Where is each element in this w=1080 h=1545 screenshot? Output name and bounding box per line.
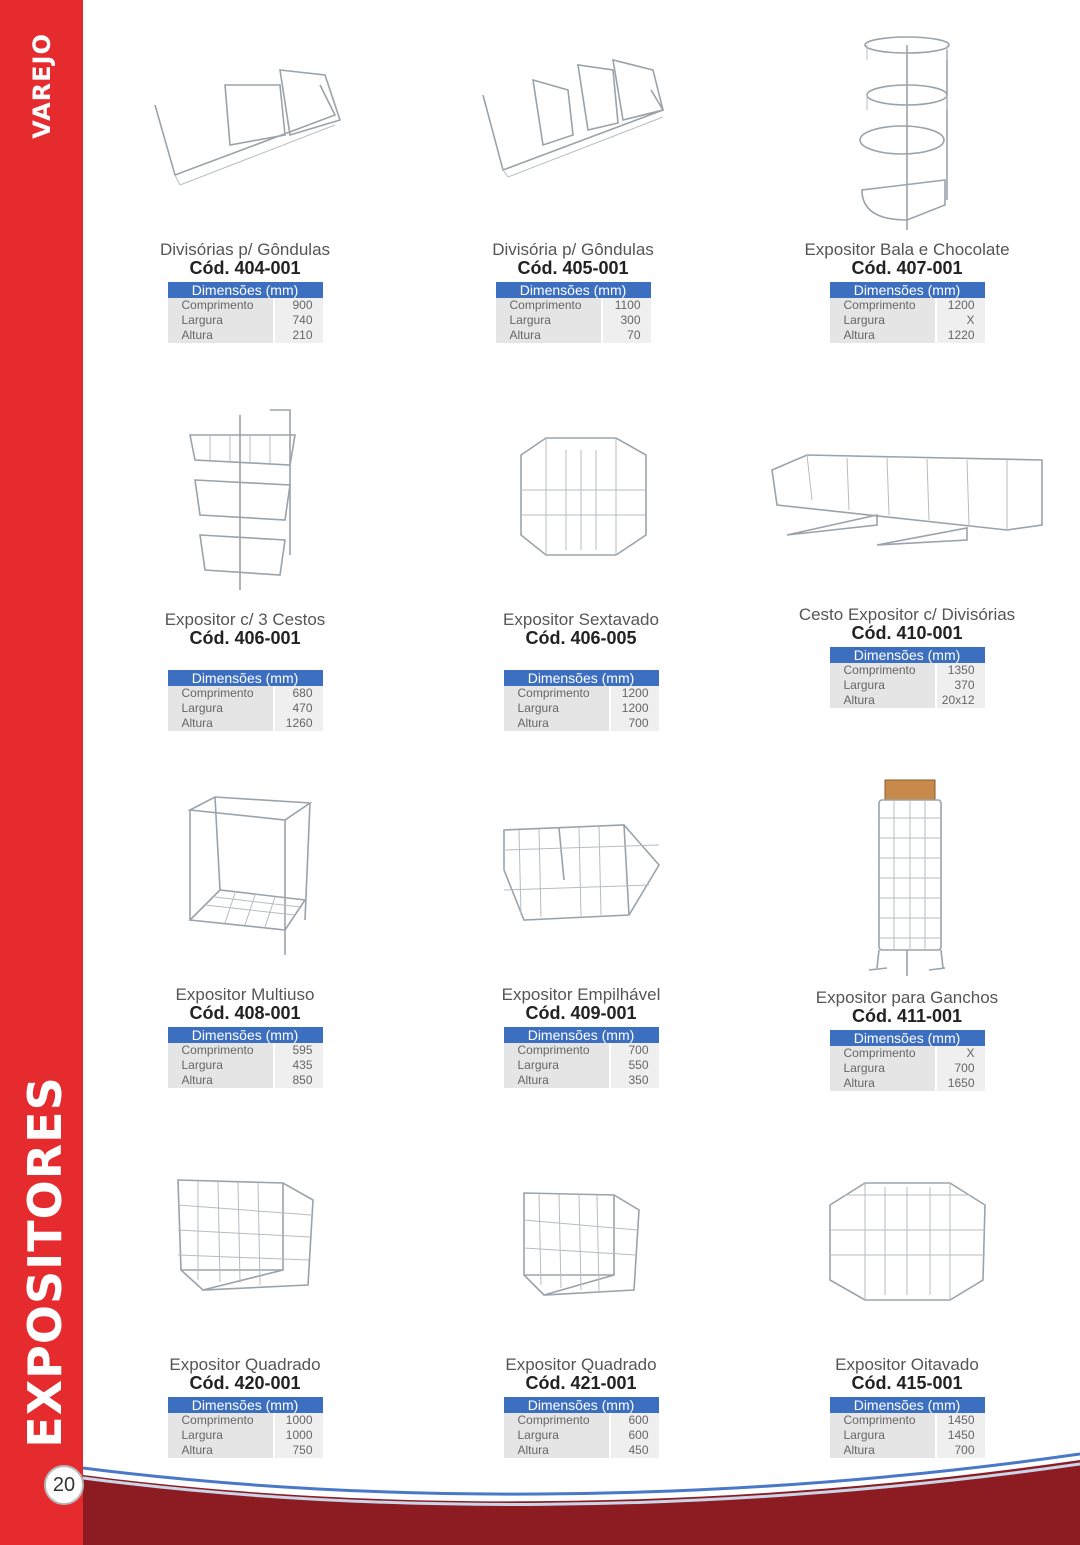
- dimension-row: [168, 328, 323, 343]
- dimension-value: 1450: [937, 1413, 985, 1428]
- dimension-label: Largura: [168, 1428, 273, 1443]
- product-name: Expositor para Ganchos: [815, 988, 999, 1007]
- dimension-label: Comprimento: [168, 686, 273, 701]
- dimension-row: [168, 1058, 323, 1073]
- dimension-row: [168, 1428, 323, 1443]
- dimension-value: 1000: [275, 1413, 323, 1428]
- product-name: Expositor Quadrado: [169, 1355, 321, 1374]
- dimensions-header: Dimensões (mm): [504, 1027, 659, 1043]
- product-image: [180, 405, 310, 595]
- dimensions-table: [504, 1027, 659, 1088]
- dimensions-header: Dimensões (mm): [830, 1030, 985, 1046]
- dimension-row: [168, 298, 323, 313]
- dimension-value: 680: [275, 686, 323, 701]
- dimensions-table: [168, 1397, 323, 1458]
- dimension-label: Altura: [168, 1073, 273, 1088]
- product-code: Cód. 406-005: [525, 628, 637, 648]
- product-code: Cód. 415-001: [851, 1373, 963, 1393]
- dimension-label: Comprimento: [830, 663, 935, 678]
- dimensions-table: [168, 670, 323, 731]
- dimension-row: [496, 313, 651, 328]
- product-name: Expositor Bala e Chocolate: [804, 240, 1010, 259]
- dimension-value: 850: [275, 1073, 323, 1088]
- dimension-value: 1200: [611, 701, 659, 716]
- product-card: [100, 405, 390, 731]
- dimension-value: X: [937, 313, 985, 328]
- dimensions-header: Dimensões (mm): [504, 1397, 659, 1413]
- product-code: Cód. 420-001: [189, 1373, 301, 1393]
- product-name: Expositor Oitavado: [835, 1355, 979, 1374]
- product-code: Cód. 406-001: [189, 628, 301, 648]
- dimensions-table: [830, 1397, 985, 1458]
- dimension-value: 1100: [603, 298, 651, 313]
- product-name: Expositor Quadrado: [505, 1355, 657, 1374]
- product-code: Cód. 410-001: [851, 623, 963, 643]
- dimension-label: Comprimento: [830, 1046, 935, 1061]
- dimension-value: 1200: [937, 298, 985, 313]
- product-name: Cesto Expositor c/ Divisórias: [798, 605, 1016, 624]
- dimension-value: 600: [611, 1428, 659, 1443]
- dimensions-table: [830, 282, 985, 343]
- dimension-value: 1450: [937, 1428, 985, 1443]
- dimension-row: [830, 1046, 985, 1061]
- dimension-label: Comprimento: [504, 686, 609, 701]
- product-code: Cód. 411-001: [851, 1006, 963, 1026]
- dimension-value: 550: [611, 1058, 659, 1073]
- dimension-value: 900: [275, 298, 323, 313]
- page-number: 20: [44, 1465, 84, 1505]
- dimension-row: [830, 693, 985, 708]
- dimension-value: 20x12: [937, 693, 985, 708]
- dimension-row: [168, 686, 323, 701]
- sidebar: [0, 0, 83, 1545]
- product-name: Expositor Sextavado: [503, 610, 659, 629]
- dimension-value: 470: [275, 701, 323, 716]
- dimension-label: Largura: [830, 1061, 935, 1076]
- dimension-label: Largura: [504, 701, 609, 716]
- dimension-value: 370: [937, 678, 985, 693]
- dimension-value: X: [937, 1046, 985, 1061]
- product-image: [173, 1175, 318, 1300]
- dimension-label: Altura: [830, 328, 935, 343]
- dimension-label: Largura: [168, 1058, 273, 1073]
- dimension-row: [496, 298, 651, 313]
- dimension-value: 1220: [937, 328, 985, 343]
- dimensions-header: Dimensões (mm): [496, 282, 651, 298]
- product-card: [100, 795, 390, 1088]
- dimension-value: 435: [275, 1058, 323, 1073]
- dimension-value: 700: [937, 1061, 985, 1076]
- dimension-row: [168, 1443, 323, 1458]
- product-card: [100, 45, 390, 343]
- dimensions-header: Dimensões (mm): [168, 670, 323, 686]
- dimension-value: 450: [611, 1443, 659, 1458]
- product-code: Cód. 405-001: [517, 258, 629, 278]
- dimension-label: Comprimento: [504, 1043, 609, 1058]
- dimension-row: [830, 663, 985, 678]
- dimension-value: 1000: [275, 1428, 323, 1443]
- dimension-value: 700: [611, 716, 659, 731]
- dimension-label: Altura: [830, 1443, 935, 1458]
- product-card: [762, 450, 1052, 708]
- dimension-row: [168, 313, 323, 328]
- dimension-label: Altura: [168, 1443, 273, 1458]
- dimension-value: 700: [937, 1443, 985, 1458]
- dimensions-table: [168, 282, 323, 343]
- product-card: [762, 1175, 1052, 1458]
- dimension-label: Largura: [168, 701, 273, 716]
- product-name: Expositor Empilhável: [501, 985, 661, 1004]
- dimension-value: 700: [611, 1043, 659, 1058]
- sidebar-top-label: VAREJO: [28, 33, 56, 139]
- product-image: [175, 795, 315, 960]
- dimension-value: 300: [603, 313, 651, 328]
- dimensions-header: Dimensões (mm): [830, 647, 985, 663]
- dimension-label: Comprimento: [830, 298, 935, 313]
- product-image: [519, 1190, 644, 1300]
- product-card: [436, 430, 726, 731]
- product-image: [767, 450, 1047, 550]
- dimension-value: 1650: [937, 1076, 985, 1091]
- dimensions-header: Dimensões (mm): [168, 1027, 323, 1043]
- dimension-row: [830, 678, 985, 693]
- product-image: [145, 45, 345, 195]
- dimension-row: [504, 1073, 659, 1088]
- dimensions-table: [504, 1397, 659, 1458]
- product-image: [847, 30, 967, 230]
- dimension-row: [504, 701, 659, 716]
- dimension-value: 350: [611, 1073, 659, 1088]
- dimension-value: 70: [603, 328, 651, 343]
- dimension-label: Altura: [830, 693, 935, 708]
- dimension-label: Altura: [496, 328, 601, 343]
- dimension-row: [830, 1428, 985, 1443]
- dimension-label: Altura: [504, 1073, 609, 1088]
- dimension-label: Altura: [168, 716, 273, 731]
- dimension-row: [504, 716, 659, 731]
- dimension-row: [830, 1076, 985, 1091]
- dimension-label: Largura: [830, 678, 935, 693]
- product-name: Divisórias p/ Gôndulas: [159, 240, 331, 259]
- dimension-row: [168, 1043, 323, 1058]
- dimension-row: [830, 328, 985, 343]
- product-code: Cód. 408-001: [189, 1003, 301, 1023]
- dimension-row: [504, 1058, 659, 1073]
- dimension-label: Largura: [496, 313, 601, 328]
- dimension-row: [504, 1413, 659, 1428]
- product-card: [436, 1190, 726, 1458]
- sidebar-bottom-label: EXPOSITORES: [18, 1076, 72, 1448]
- product-card: [100, 1175, 390, 1458]
- dimension-value: 600: [611, 1413, 659, 1428]
- dimension-value: 595: [275, 1043, 323, 1058]
- dimension-label: Comprimento: [168, 1043, 273, 1058]
- dimension-label: Largura: [830, 1428, 935, 1443]
- dimension-row: [830, 1061, 985, 1076]
- dimension-row: [504, 686, 659, 701]
- dimension-label: Comprimento: [168, 298, 273, 313]
- dimension-label: Largura: [168, 313, 273, 328]
- product-card: [762, 778, 1052, 1091]
- dimension-row: [168, 701, 323, 716]
- product-card: [762, 30, 1052, 343]
- product-code: Cód. 421-001: [525, 1373, 637, 1393]
- dimension-row: [496, 328, 651, 343]
- dimension-label: Comprimento: [496, 298, 601, 313]
- product-name: Expositor Multiuso: [175, 985, 315, 1004]
- dimensions-table: [504, 670, 659, 731]
- dimensions-table: [168, 1027, 323, 1088]
- dimension-row: [168, 716, 323, 731]
- product-image: [473, 45, 673, 195]
- dimension-value: 740: [275, 313, 323, 328]
- product-card: [428, 45, 718, 343]
- dimension-row: [830, 1443, 985, 1458]
- product-code: Cód. 407-001: [851, 258, 963, 278]
- dimension-label: Altura: [504, 716, 609, 731]
- product-name: Expositor c/ 3 Cestos: [164, 610, 326, 629]
- dimensions-header: Dimensões (mm): [168, 282, 323, 298]
- product-code: Cód. 409-001: [525, 1003, 637, 1023]
- dimensions-table: [830, 1030, 985, 1091]
- dimension-value: 750: [275, 1443, 323, 1458]
- dimension-row: [830, 1413, 985, 1428]
- dimension-row: [168, 1073, 323, 1088]
- product-image: [499, 820, 664, 925]
- dimension-label: Altura: [504, 1443, 609, 1458]
- dimensions-header: Dimensões (mm): [830, 282, 985, 298]
- dimension-row: [504, 1043, 659, 1058]
- dimension-label: Comprimento: [168, 1413, 273, 1428]
- dimension-value: 210: [275, 328, 323, 343]
- dimension-row: [504, 1443, 659, 1458]
- dimension-row: [830, 313, 985, 328]
- dimension-label: Altura: [830, 1076, 935, 1091]
- dimension-value: 1350: [937, 663, 985, 678]
- dimension-label: Altura: [168, 328, 273, 343]
- dimension-label: Largura: [504, 1428, 609, 1443]
- dimensions-header: Dimensões (mm): [830, 1397, 985, 1413]
- product-image: [506, 430, 656, 565]
- dimension-value: 1200: [611, 686, 659, 701]
- dimension-label: Largura: [830, 313, 935, 328]
- product-code: Cód. 404-001: [189, 258, 301, 278]
- product-card: [436, 820, 726, 1088]
- dimension-label: Comprimento: [504, 1413, 609, 1428]
- dimension-row: [504, 1428, 659, 1443]
- dimensions-header: Dimensões (mm): [504, 670, 659, 686]
- product-name: Divisória p/ Gôndulas: [492, 240, 654, 259]
- dimension-row: [830, 298, 985, 313]
- dimensions-table: [496, 282, 651, 343]
- dimension-row: [168, 1413, 323, 1428]
- dimension-label: Largura: [504, 1058, 609, 1073]
- dimension-value: 1260: [275, 716, 323, 731]
- product-image: [867, 778, 947, 978]
- dimension-label: Comprimento: [830, 1413, 935, 1428]
- product-image: [825, 1175, 990, 1305]
- dimensions-header: Dimensões (mm): [168, 1397, 323, 1413]
- dimensions-table: [830, 647, 985, 708]
